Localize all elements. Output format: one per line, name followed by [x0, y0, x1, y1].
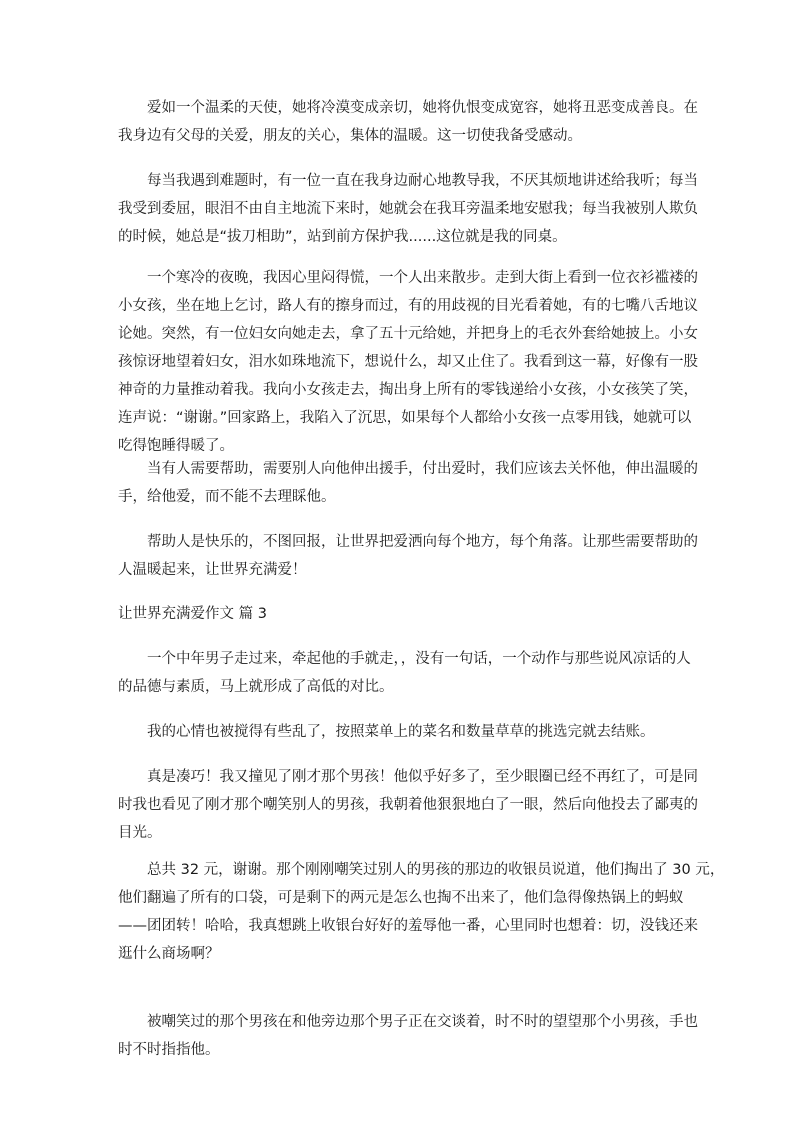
paragraph-10: [118, 1008, 698, 1064]
paragraph-line: 的品德与素质，马上就形成了高低的对比。: [118, 679, 394, 695]
paragraph-line: 每当我遇到难题时，有一位一直在我身边耐心地教导我，不厌其烦地讲述给我听；每当: [118, 173, 698, 189]
paragraph-line: 真是凑巧！我又撞见了刚才那个男孩！他似乎好多了，至少眼圈已经不再红了，可是同: [118, 769, 698, 785]
paragraph-1: [118, 94, 698, 150]
paragraph-5: [118, 528, 698, 584]
paragraph-9: [118, 856, 725, 968]
paragraph-8: [118, 763, 698, 847]
paragraph-line: 我身边有父母的关爱，朋友的关心，集体的温暖。这一切使我备受感动。: [118, 128, 582, 144]
paragraph-3: [118, 264, 698, 460]
paragraph-line: 帮助人是快乐的，不图回报，让世界把爱洒向每个地方，每个角落。让那些需要帮助的: [118, 534, 698, 550]
paragraph-line: 一个寒冷的夜晚，我因心里闷得慌，一个人出来散步。走到大街上看到一位衣衫褴褛的: [118, 270, 698, 286]
paragraph-line: 他们翻遍了所有的口袋，可是剩下的两元是怎么也掏不出来了，他们急得像热锅上的蚂蚁: [118, 890, 684, 906]
paragraph-2: [118, 167, 698, 251]
paragraph-line: 吃得饱睡得暖了。: [118, 438, 234, 454]
paragraph-line: 连声说：“谢谢。”回家路上，我陷入了沉思，如果每个人都给小女孩一点零用钱，她就可以: [118, 410, 692, 426]
paragraph-line: 爱如一个温柔的天使，她将冷漠变成亲切，她将仇恨变成宽容，她将丑恶变成善良。在: [118, 100, 698, 116]
paragraph-line: 时我也看见了刚才那个嘲笑别人的男孩，我朝着他狠狠地白了一眼，然后向他投去了鄙夷的: [118, 797, 698, 813]
paragraph-line: 小女孩，坐在地上乞讨，路人有的擦身而过，有的用歧视的目光看着她，有的七嘴八舌地议: [118, 298, 698, 314]
paragraph-line: 我受到委屈，眼泪不由自主地流下来时，她就会在我耳旁温柔地安慰我；每当我被别人欺负: [118, 201, 698, 217]
section-heading: 让世界充满爱作文 篇 3: [118, 606, 267, 622]
paragraph-line: 目光。: [118, 825, 162, 841]
paragraph-4: [118, 455, 698, 511]
paragraph-line: 我的心情也被搅得有些乱了，按照菜单上的菜名和数量草草的挑选完就去结账。: [118, 724, 655, 740]
paragraph-6: [118, 645, 691, 701]
paragraph-line: 的时候，她总是“拔刀相助”，站到前方保护我......这位就是我的同桌。: [118, 229, 567, 245]
paragraph-line: 当有人需要帮助，需要别人向他伸出援手，付出爱时，我们应该去关怀他，伸出温暖的: [118, 461, 698, 477]
paragraph-7: [118, 718, 678, 746]
paragraph-line: 神奇的力量推动着我。我向小女孩走去，掏出身上所有的零钱递给小女孩，小女孩笑了笑，: [118, 382, 698, 398]
paragraph-line: 逛什么商场啊？: [118, 946, 220, 962]
paragraph-line: 手，给他爱，而不能不去理睬他。: [118, 489, 336, 505]
paragraph-line: ——团团转！哈哈，我真想跳上收银台好好的羞辱他一番，心里同时也想着：切，没钱还来: [118, 918, 698, 934]
paragraph-line: 一个中年男子走过来，牵起他的手就走，，没有一句话，一个动作与那些说风凉话的人: [118, 651, 691, 667]
paragraph-line: 人温暖起来，让世界充满爱！: [118, 562, 307, 578]
paragraph-line: 时不时指指他。: [118, 1042, 220, 1058]
paragraph-line: 论她。突然，有一位妇女向她走去，拿了五十元给她，并把身上的毛衣外套给她披上。小女: [118, 326, 698, 342]
paragraph-line: 总共 32 元，谢谢。那个刚刚嘲笑过别人的男孩的那边的收银员说道，他们掏出了 30 元，: [118, 862, 725, 878]
paragraph-line: 被嘲笑过的那个男孩在和他旁边那个男子正在交谈着，时不时的望望那个小男孩，手也: [118, 1014, 698, 1030]
paragraph-line: 孩惊讶地望着妇女，泪水如珠地流下，想说什么，却又止住了。我看到这一幕，好像有一股: [118, 354, 698, 370]
